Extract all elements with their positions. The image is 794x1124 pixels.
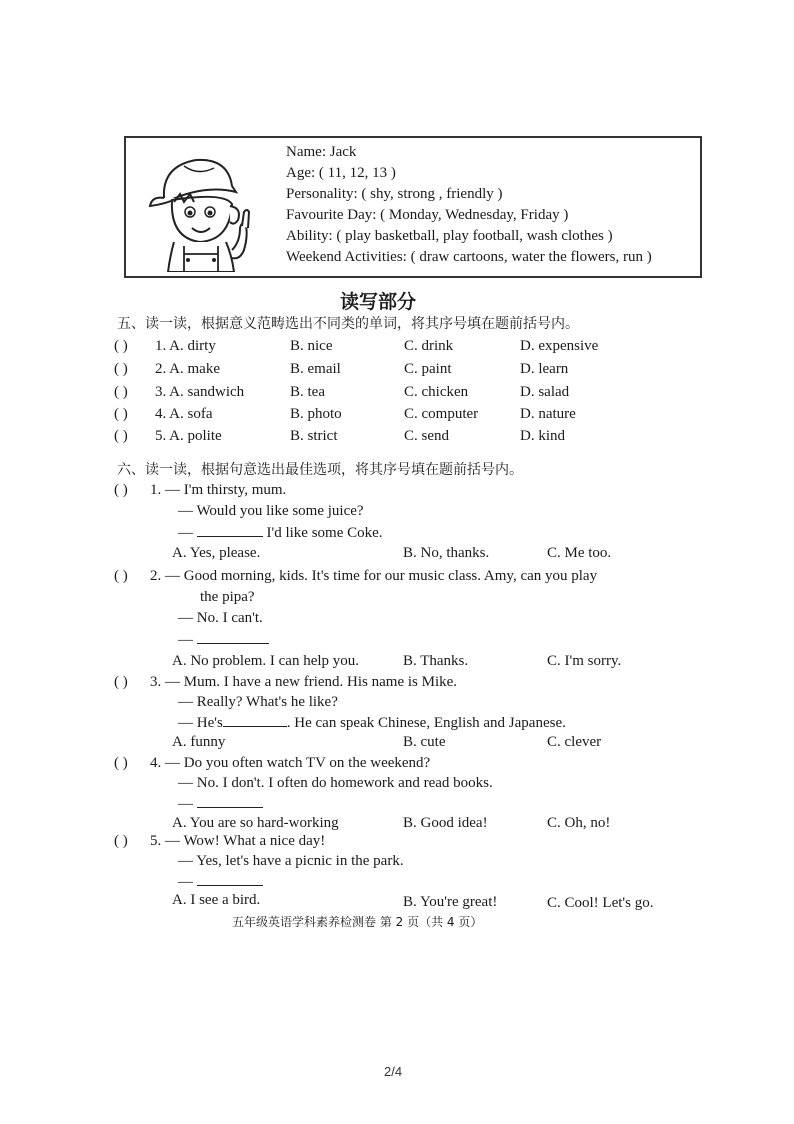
answer-bracket[interactable]: ( )	[114, 568, 128, 584]
option-c: C. Me too.	[547, 545, 612, 561]
option-d: D. expensive	[520, 338, 599, 354]
option-b: B. Thanks.	[403, 653, 469, 669]
option-a: 4. A. sofa	[155, 406, 213, 422]
section-title: 读写部分	[340, 291, 417, 313]
option-a: A. You are so hard-working	[172, 815, 339, 831]
option-b: B. nice	[290, 338, 333, 354]
dialogue-text: . He can speak Chinese, English and Japanese.	[286, 715, 566, 731]
profile-age: Age: ( 11, 12, 13 )	[286, 165, 396, 181]
option-c: C. Oh, no!	[547, 815, 611, 831]
dialogue-line: — No. I can't.	[178, 610, 263, 626]
page-footer: 五年级英语学科素养检测卷 第 2 页（共 4 页）	[232, 915, 483, 929]
option-c: C. paint	[404, 361, 452, 377]
dialogue-line-continued: the pipa?	[200, 589, 255, 605]
option-a: A. Yes, please.	[172, 545, 261, 561]
dialogue-line: 5. — Wow! What a nice day!	[150, 833, 326, 849]
answer-blank[interactable]	[223, 714, 287, 727]
dialogue-line: 1. — I'm thirsty, mum.	[150, 482, 287, 498]
dialogue-line: — No. I don't. I often do homework and read books.	[178, 775, 493, 791]
dialogue-answer-line	[178, 714, 566, 732]
answer-blank[interactable]	[197, 631, 269, 644]
option-c: C. computer	[404, 406, 479, 422]
dash: —	[178, 874, 197, 890]
profile-card	[124, 136, 702, 278]
option-b: B. You're great!	[403, 894, 498, 910]
option-a: 2. A. make	[155, 361, 220, 377]
dialogue-text: I'd like some Coke.	[262, 525, 383, 541]
dialogue-answer-line	[178, 524, 383, 542]
dash: —	[178, 632, 197, 648]
answer-bracket[interactable]: ( )	[114, 406, 128, 422]
option-c: C. I'm sorry.	[547, 653, 622, 669]
dialogue-line: 4. — Do you often watch TV on the weekend?	[150, 755, 431, 771]
dialogue-answer-line	[178, 631, 269, 649]
option-c: C. chicken	[404, 384, 469, 400]
option-b: B. No, thanks.	[403, 545, 490, 561]
answer-bracket[interactable]: ( )	[114, 428, 128, 444]
option-d: D. nature	[520, 406, 576, 422]
dialogue-line: — Yes, let's have a picnic in the park.	[178, 853, 404, 869]
option-d: D. learn	[520, 361, 569, 377]
option-a: A. I see a bird.	[172, 892, 261, 908]
answer-bracket[interactable]: ( )	[114, 755, 128, 771]
answer-blank[interactable]	[197, 795, 263, 808]
option-d: D. salad	[520, 384, 570, 400]
dash: —	[178, 796, 197, 812]
dialogue-answer-line	[178, 795, 263, 813]
option-a: A. funny	[172, 734, 226, 750]
profile-personality: Personality: ( shy, strong , friendly )	[286, 186, 503, 202]
option-b: B. strict	[290, 428, 338, 444]
option-d: D. kind	[520, 428, 565, 444]
option-c: C. send	[404, 428, 449, 444]
dialogue-line: — Would you like some juice?	[178, 503, 364, 519]
option-c: C. Cool! Let's go.	[547, 895, 654, 911]
option-c: C. drink	[404, 338, 454, 354]
profile-name: Name: Jack	[286, 144, 357, 160]
profile-ability: Ability: ( play basketball, play football, wash clothes )	[286, 228, 613, 244]
option-a: 5. A. polite	[155, 428, 222, 444]
dialogue-line: — Really? What's he like?	[178, 694, 338, 710]
dialogue-text: — He's	[178, 715, 223, 731]
part5-heading: 五、读一读，根据意义范畴选出不同类的单词，将其序号填在题前括号内。	[117, 316, 579, 332]
boy-cartoon-image	[144, 146, 256, 272]
answer-bracket[interactable]: ( )	[114, 384, 128, 400]
option-b: B. email	[290, 361, 341, 377]
dialogue-line: 3. — Mum. I have a new friend. His name is Mike.	[150, 674, 458, 690]
dash: —	[178, 525, 197, 541]
profile-favourite-day: Favourite Day: ( Monday, Wednesday, Friday )	[286, 207, 569, 223]
dialogue-line: 2. — Good morning, kids. It's time for our music class. Amy, can you play	[150, 568, 598, 584]
answer-blank[interactable]	[197, 524, 263, 537]
option-a: 1. A. dirty	[155, 338, 216, 354]
option-b: B. cute	[403, 734, 446, 750]
option-b: B. photo	[290, 406, 342, 422]
answer-bracket[interactable]: ( )	[114, 361, 128, 377]
option-c: C. clever	[547, 734, 602, 750]
answer-bracket[interactable]: ( )	[114, 482, 128, 498]
option-b: B. tea	[290, 384, 325, 400]
option-b: B. Good idea!	[403, 815, 488, 831]
option-a: A. No problem. I can help you.	[172, 653, 360, 669]
profile-weekend-activities: Weekend Activities: ( draw cartoons, water the flowers, run )	[286, 249, 652, 265]
part6-heading: 六、读一读，根据句意选出最佳选项，将其序号填在题前括号内。	[117, 462, 523, 478]
option-a: 3. A. sandwich	[155, 384, 245, 400]
dialogue-answer-line	[178, 873, 263, 891]
page-number: 2/4	[384, 1064, 403, 1079]
answer-bracket[interactable]: ( )	[114, 338, 128, 354]
answer-blank[interactable]	[197, 873, 263, 886]
answer-bracket[interactable]: ( )	[114, 833, 128, 849]
answer-bracket[interactable]: ( )	[114, 674, 128, 690]
